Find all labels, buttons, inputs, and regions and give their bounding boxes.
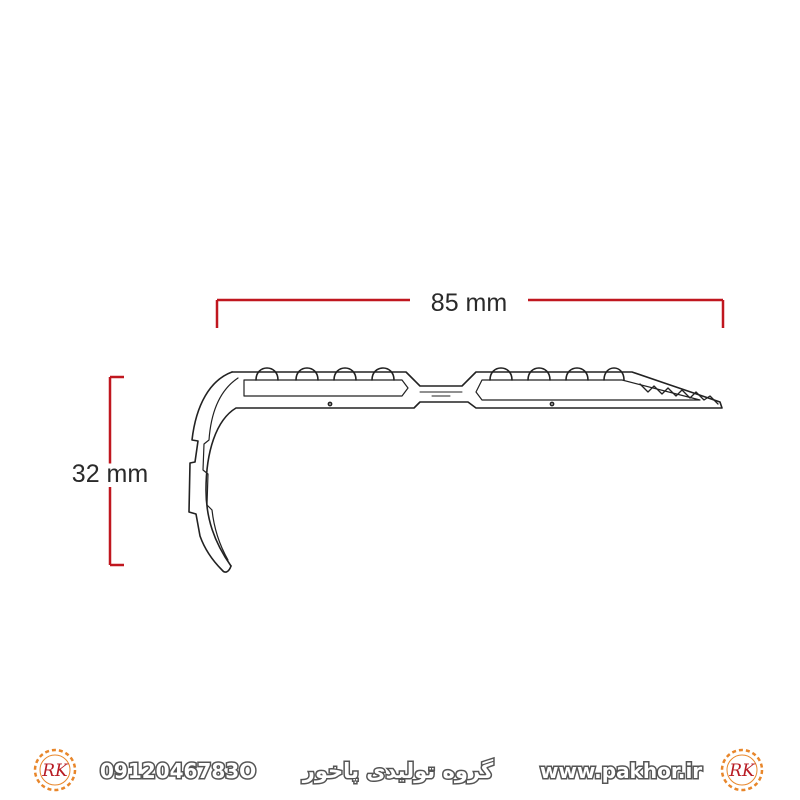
svg-text:RK: RK [729, 761, 755, 781]
svg-text:RK: RK [42, 761, 68, 781]
logo-icon-left [35, 750, 75, 790]
phone-number: 0912046783O [100, 759, 257, 783]
stair-nosing-profile [189, 368, 722, 572]
height-label: 32 mm [71, 460, 149, 488]
website-url: www.pakhor.ir [540, 759, 703, 783]
logo-icon-right [722, 750, 762, 790]
width-label: 85 mm [430, 289, 508, 317]
footer [35, 750, 762, 790]
company-name: گروه تولیدی پاخور [302, 759, 494, 783]
